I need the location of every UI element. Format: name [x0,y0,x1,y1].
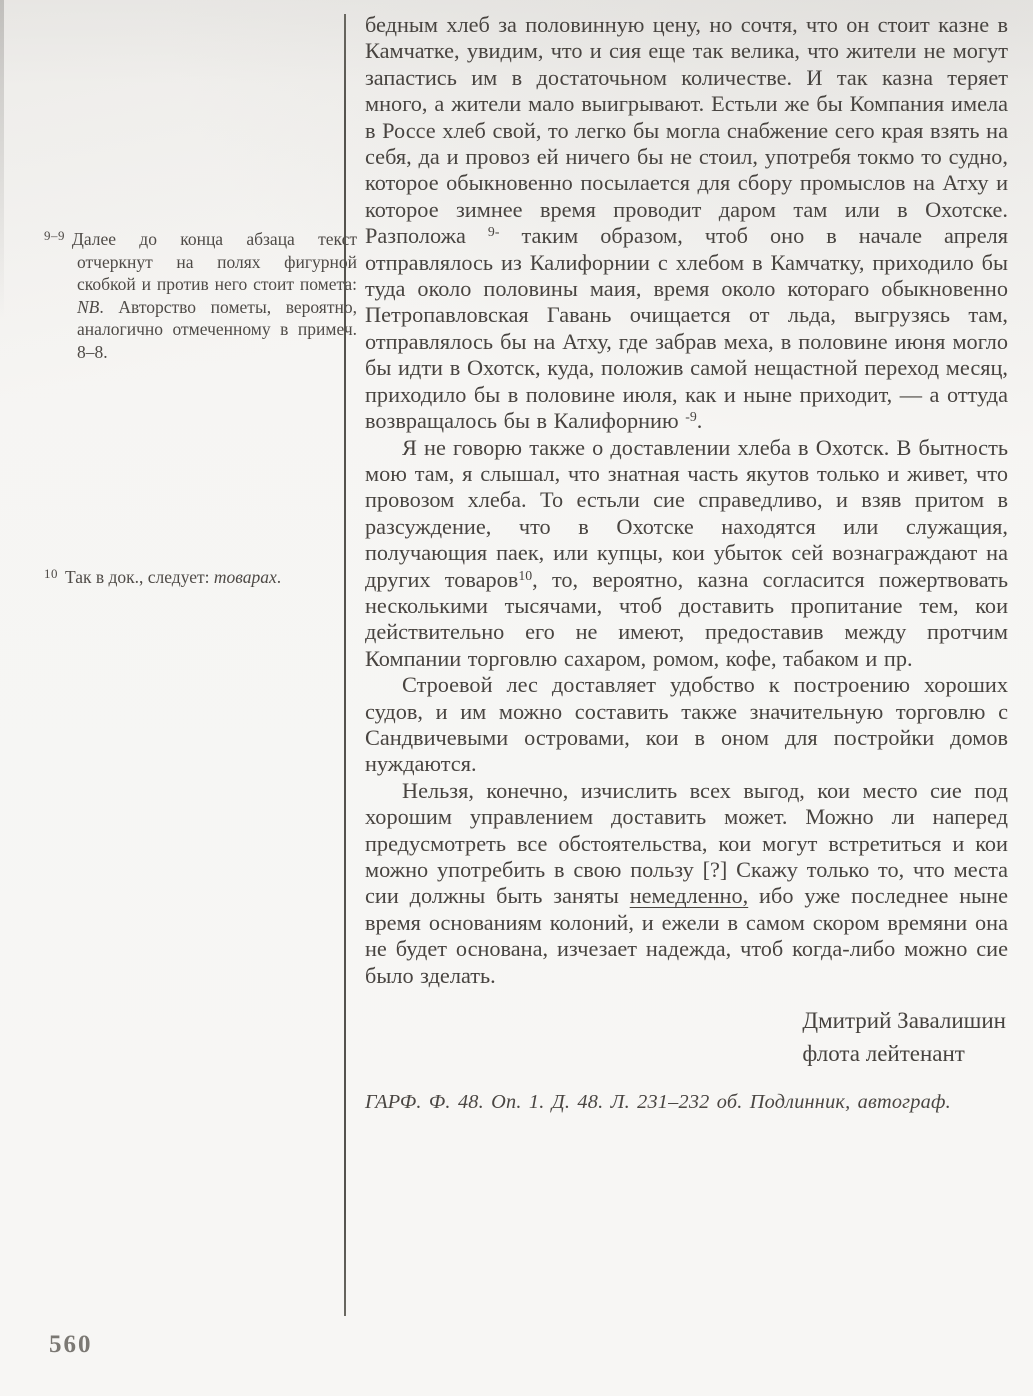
page-number: 560 [49,1331,93,1358]
margin-divider-line [344,14,346,1316]
footnote-text: Так в док., следует: товарах. [64,567,282,587]
paragraph: Нельзя, конечно, изчислить всех выгод, кои место сие под хорошим управлением доставить может. Можно ли наперед предусмотреть все обстоятельства, кои могут встретиться и кои можно употребить в свою пользу [?] Скажу только то, что места сии должны быть заняты немедленно, ибо уже последнее ныне время основаниям колоний, и ежели в самом скором времяни она не будет основана, изчезает надежда, чтоб когда-либо можно сие было зделать. [365,777,1008,988]
signature-name: Дмитрий Завалишин [802,1008,1006,1034]
scan-edge-shadow [0,0,4,320]
signature-block [802,1004,1006,1070]
margin-note [44,228,357,364]
paragraph: бедным хлеб за половинную цену, но сочтя, что он стоит казне в Камчатке, увидим, что и сия еще так велика, что жители не могут запастись им в достаточьном количестве. И так казна теряет много, а жители мало выигрывают. Естьли же бы Компания имела в Россе хлеб свой, то легко бы могла снабжение сего края взять на себя, да и провоз ей ничего бы не стоил, употребя токмо то судно, которое обыкновенно посылается для сбору промыслов на Атху и которое зимнее время проводит даром там или в Охотске. Разположа $^{9-}$ таким образом, чтоб оно в начале апреля отправлялось из Калифорнии с хлебом в Камчатку, приходило бы туда около половины маия, время около котораго обыкновенно Петропавловская Гавань очищается от льда, выгрузясь там, отправлялось бы на Атху, где забрав меха, в половине июня могло бы идти в Охотск, куда, положив самой нещастной переход месяц, приходило бы в половине июля, как и ныне приходит, — а оттуда возвращалось бы в Калифорнию $^{-9}$. [365,12,1008,434]
footnote-reference: 10 [518,567,533,583]
paragraph: Я не говорю также о доставлении хлеба в Охотск. В бытность мою там, я слышал, что знатная часть якутов только и живет, что провозом хлеба. То естьли сие справедливо, и взяв притом в разсуждение, что в Охотске находятся или служащия, получающия паек, или купцы, кои убыток сей вознаграждают на других товаров$^{10}$, то, вероятно, казна согласится пожертвовать несколькими тысячами, чтоб доставить пропитание тем, кои действительно его не имеют, предоставив между протчим Компании торговлю сахаром, ромом, кофе, табаком и пр. [365,434,1008,671]
signature-title: флота лейтенант [802,1041,965,1067]
footnote-marker: 9–9 [44,228,65,243]
footnote-marker: 10 [44,566,58,581]
margin-note [44,566,357,589]
footnote-text: Далее до конца абзаца текст отчеркнут на полях фигурной скобкой и против него стоит помета: NB. Авторство пометы, вероятно, аналогично отмеченному в примеч. 8–8. [71,229,357,362]
source-citation: ГАРФ. Ф. 48. Оп. 1. Д. 48. Л. 231–232 об. Подлинник, автограф. [365,1091,951,1114]
paragraph: Строевой лес доставляет удобство к построению хороших судов, и им можно составить также значительную торговлю с Сандвичевыми островами, кои в оном для постройки домов нуждаются. [365,672,1008,777]
underlined-text: немедленно, [629,883,749,909]
footnote-reference: -9 [685,409,697,425]
main-text-column [365,12,1008,1115]
italic-text: товарах [213,567,277,587]
italic-text: NB [77,296,100,317]
footnote-reference: 9- [487,224,500,240]
